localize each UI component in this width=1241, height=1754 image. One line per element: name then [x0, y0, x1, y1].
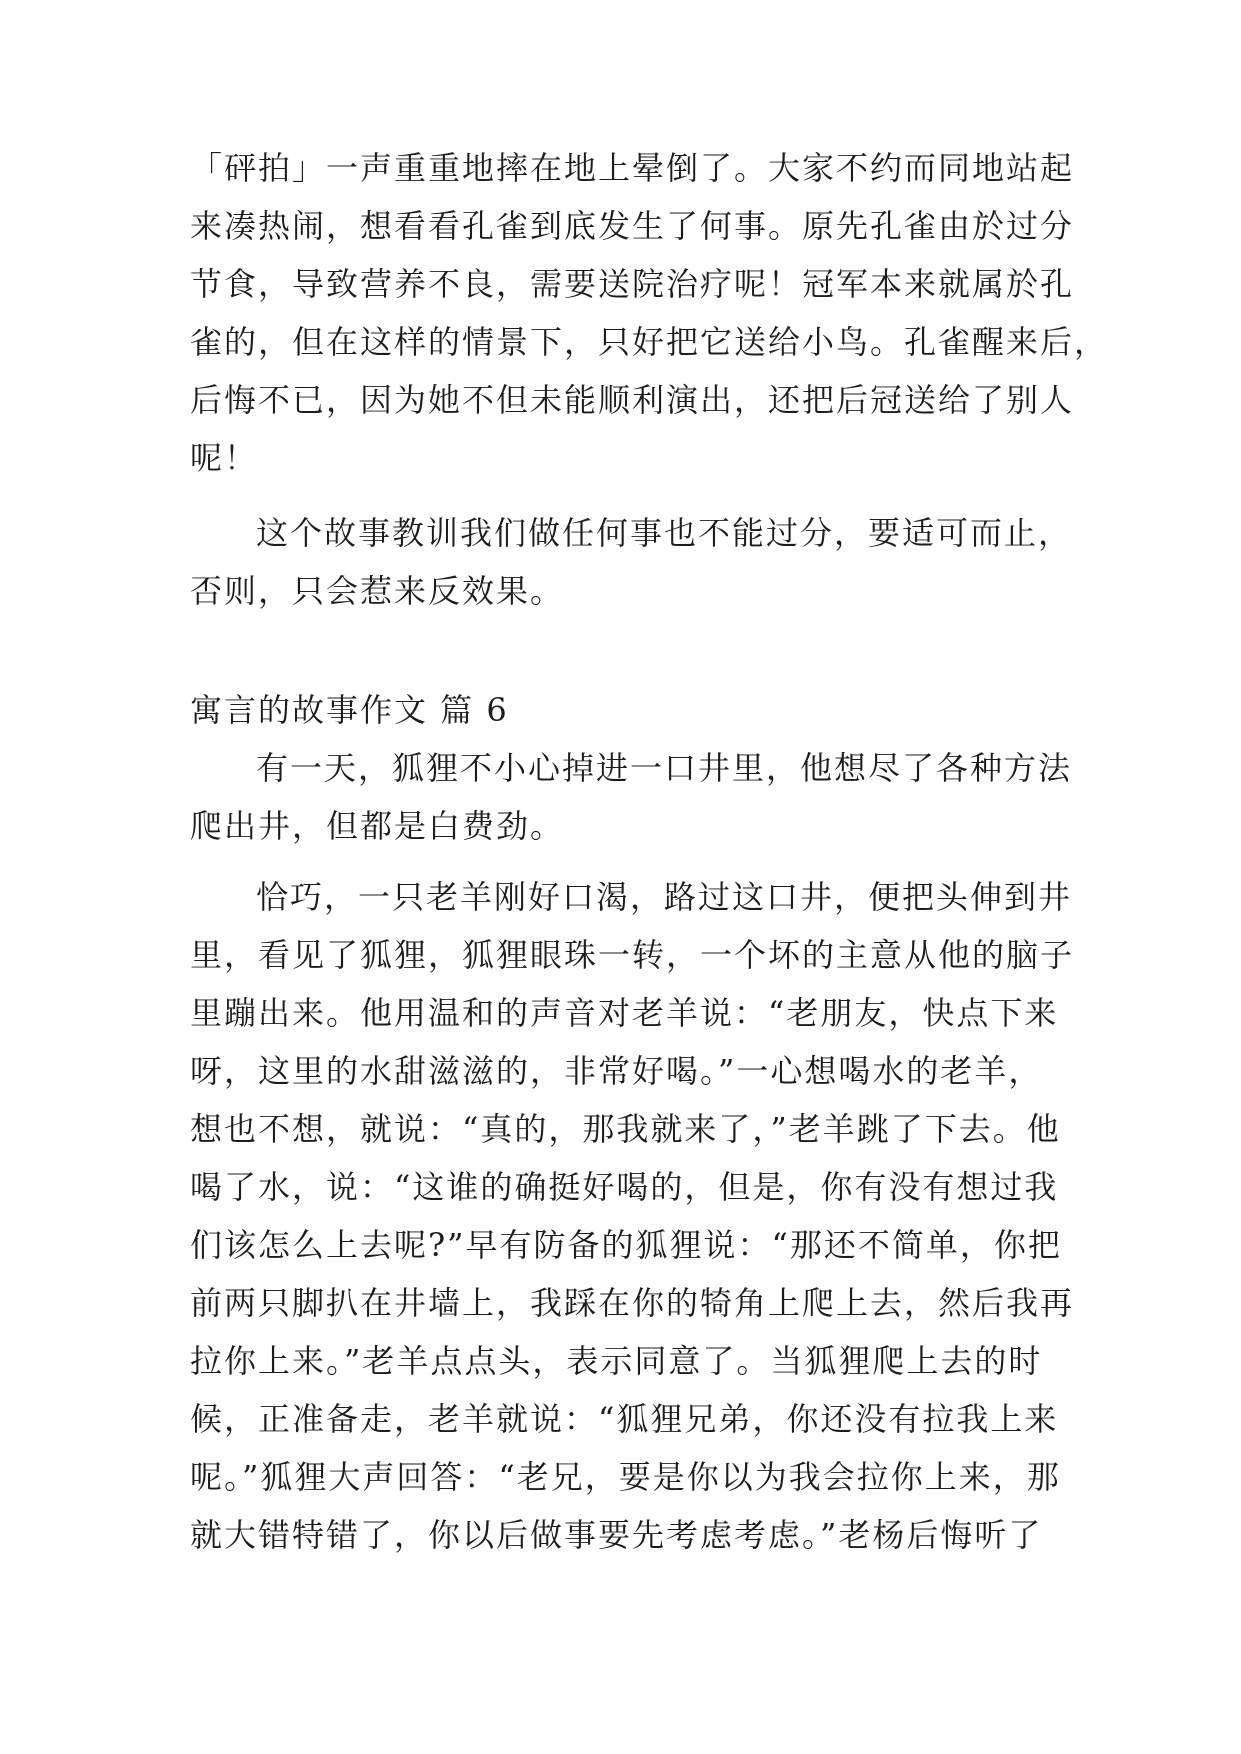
text-line: 恰巧，一只老羊刚好口渴，路过这口井，便把头伸到井	[256, 878, 1073, 916]
text-line: 里蹦出来。他用温和的声音对老羊说：“老朋友，快点下来	[190, 994, 1059, 1032]
text-line: 就大错特错了，你以后做事要先考虑考虑。”老杨后悔听了	[190, 1516, 1043, 1554]
text-line: 想也不想，就说：“真的，那我就来了，”老羊跳了下去。他	[190, 1110, 1061, 1148]
text-line: 喝了水，说：“这谁的确挺好喝的，但是，你有没有想过我	[190, 1168, 1059, 1206]
text-line: 呀，这里的水甜滋滋的，非常好喝。”一心想喝水的老羊，	[190, 1052, 1043, 1090]
text-line: 呢。”狐狸大声回答：“老兄，要是你以为我会拉你上来，那	[190, 1458, 1061, 1496]
section-title: 寓言的故事作文 篇 6	[190, 691, 509, 729]
text-line: 拉你上来。”老羊点点头，表示同意了。当狐狸爬上去的时	[190, 1342, 1043, 1380]
text-line: 节食，导致营养不良，需要送院治疗呢！冠军本来就属於孔	[190, 265, 1075, 303]
text-line: 雀的，但在这样的情景下，只好把它送给小鸟。孔雀醒来后，	[190, 323, 1109, 361]
text-line: 前两只脚扒在井墙上，我踩在你的犄角上爬上去，然后我再	[190, 1284, 1075, 1322]
text-line: 爬出井，但都是白费劲。	[190, 807, 565, 845]
text-line: 呢！	[190, 439, 259, 477]
text-line: 候，正准备走，老羊就说：“狐狸兄弟，你还没有拉我上来	[190, 1400, 1059, 1438]
text-line: 来凑热闹，想看看孔雀到底发生了何事。原先孔雀由於过分	[190, 207, 1075, 245]
text-line: 「砰拍」一声重重地摔在地上晕倒了。大家不约而同地站起	[190, 149, 1075, 187]
moral-line: 否则，只会惹来反效果。	[190, 572, 565, 610]
moral-line: 这个故事教训我们做任何事也不能过分，要适可而止，	[256, 514, 1073, 552]
text-line: 们该怎么上去呢?”早有防备的狐狸说：“那还不简单，你把	[190, 1226, 1062, 1264]
text-line: 后悔不已，因为她不但未能顺利演出，还把后冠送给了别人	[190, 381, 1075, 419]
text-line: 里，看见了狐狸，狐狸眼珠一转，一个坏的主意从他的脑子	[190, 936, 1075, 974]
text-line: 有一天，狐狸不小心掉进一口井里，他想尽了各种方法	[256, 749, 1073, 787]
